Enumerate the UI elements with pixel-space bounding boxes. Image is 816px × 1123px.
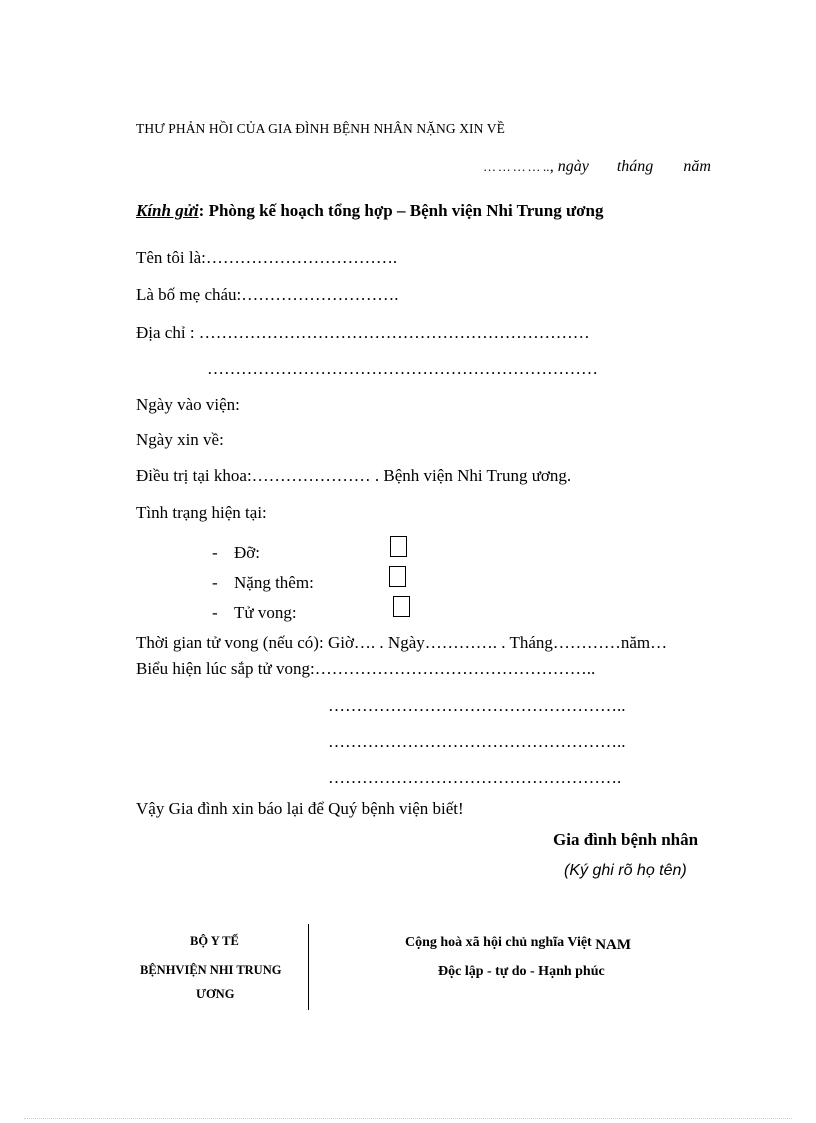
parent-of-field: Là bố mẹ cháu:………………………. xyxy=(136,285,399,304)
ministry-name: BỘ Y TẾ xyxy=(190,934,239,948)
republic-line xyxy=(405,934,631,951)
death-signs-line: ……………………………………………. xyxy=(328,768,622,787)
status-label: Đỡ: xyxy=(234,543,260,562)
recipient-value: Phòng kế hoạch tổng hợp – Bệnh viện Nhi Trung ương xyxy=(204,201,604,220)
death-signs-line: …………………………………………….. xyxy=(328,732,626,751)
address-continuation: …………………………………………………………… xyxy=(207,359,598,378)
status-bullet: - xyxy=(212,603,218,622)
death-time-field: Thời gian tử vong (nếu có): Giờ…. . Ngày…………. . Tháng…………năm… xyxy=(136,633,668,652)
date-place-dots: … … … … .. xyxy=(484,159,550,174)
recipient-label: Kính gửi xyxy=(136,201,199,220)
date-year-label: năm xyxy=(683,158,711,175)
recipient-colon: : xyxy=(198,201,205,220)
status-bullet: - xyxy=(212,573,218,592)
date-month-label: tháng xyxy=(616,158,654,175)
closing-statement: Vậy Gia đình xin báo lại để Quý bệnh viện biết! xyxy=(136,799,464,818)
address-field: Địa chỉ : …………………………………………………………… xyxy=(136,323,590,342)
death-signs-line: …………………………………………….. xyxy=(328,696,626,715)
status-label: Tử vong: xyxy=(234,603,297,622)
date-line xyxy=(484,158,711,176)
status-bullet: - xyxy=(212,543,218,562)
current-status-label: Tình trạng hiện tại: xyxy=(136,503,267,522)
hospital-name-line1: BỆNHVIỆN NHI TRUNG xyxy=(140,963,282,977)
signature-note: (Ký ghi rõ họ tên) xyxy=(564,862,687,879)
status-option-worse xyxy=(212,573,314,593)
republic-nam: NAM xyxy=(595,937,632,953)
date-day-label: , ngày xyxy=(549,158,589,175)
form-title: THƯ PHẢN HỒI CỦA GIA ĐÌNH BỆNH NHÂN NẶNG XIN VỀ xyxy=(136,121,505,136)
status-label: Nặng thêm: xyxy=(234,573,314,592)
death-signs-field: Biểu hiện lúc sắp tử vong:………………………………………….. xyxy=(136,659,596,678)
status-deceased-checkbox[interactable] xyxy=(393,596,410,617)
footer-divider xyxy=(308,924,309,1010)
name-field: Tên tôi là:……………………………. xyxy=(136,248,398,267)
status-worse-checkbox[interactable] xyxy=(389,566,406,587)
status-option-improved xyxy=(212,543,260,563)
page-bottom-border xyxy=(24,1118,792,1119)
signature-title: Gia đình bệnh nhân xyxy=(553,830,699,849)
discharge-request-date-field: Ngày xin về: xyxy=(136,430,224,449)
recipient-line xyxy=(136,201,604,221)
admission-date-field: Ngày vào viện: xyxy=(136,395,240,414)
republic-main: Cộng hoà xã hội chủ nghĩa Việt xyxy=(405,935,592,950)
hospital-name-line2: ƯƠNG xyxy=(196,987,235,1001)
status-improved-checkbox[interactable] xyxy=(390,536,407,557)
status-option-deceased xyxy=(212,603,297,623)
national-motto: Độc lập - tự do - Hạnh phúc xyxy=(438,964,605,979)
department-field: Điều trị tại khoa:………………… . Bệnh viện Nhi Trung ương. xyxy=(136,466,572,485)
